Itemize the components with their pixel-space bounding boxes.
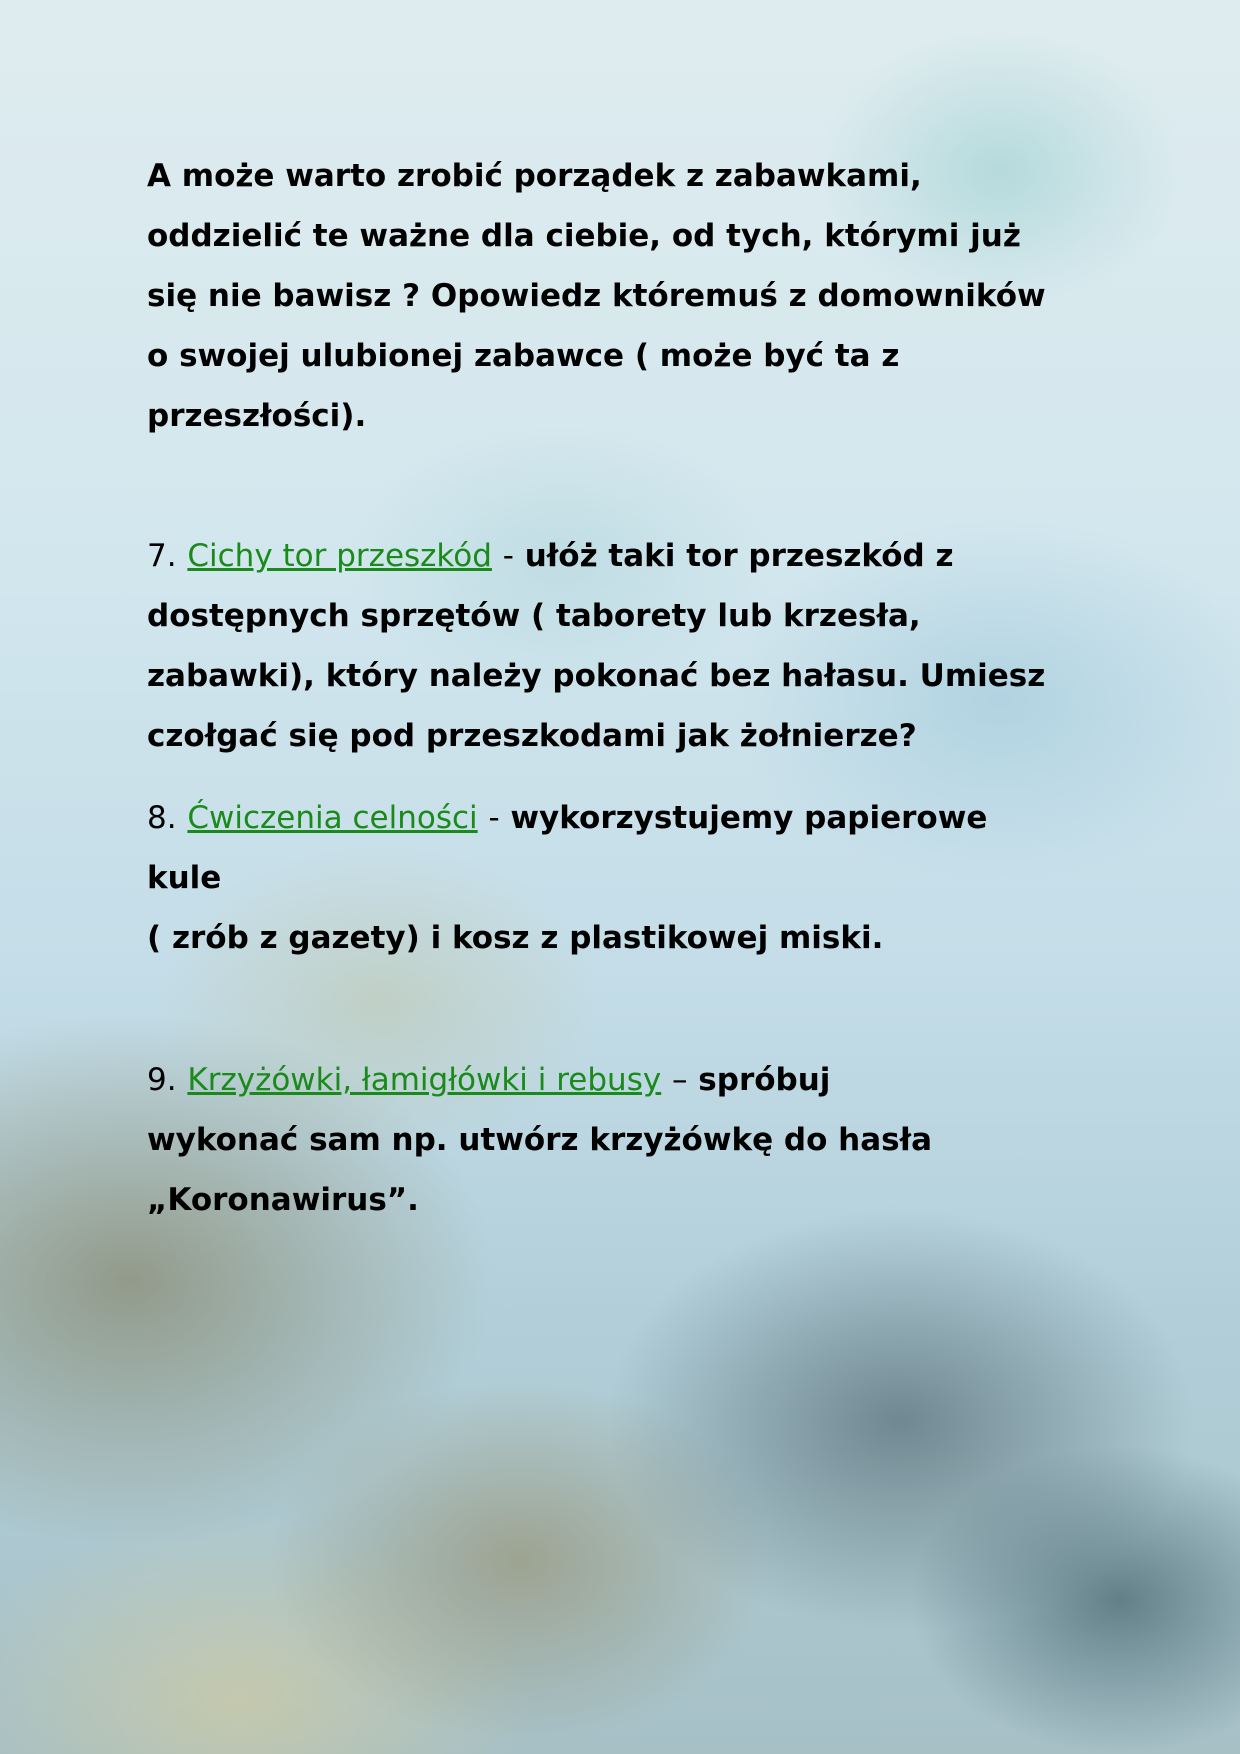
- item-8-title-link[interactable]: Ćwiczenia celności: [187, 800, 478, 836]
- item-7: [147, 526, 1107, 766]
- intro-line: A może warto zrobić porządek z zabawkami,: [147, 158, 922, 194]
- item-7-first-line: ułóż taki tor przeszkód z: [524, 538, 954, 574]
- item-8-heading-line: [147, 788, 1107, 848]
- item-8-first-line: wykorzystujemy papierowe: [510, 800, 988, 836]
- intro-line: się nie bawisz ? Opowiedz któremuś z domowników: [147, 278, 1046, 314]
- item-9-line: „Koronawirus”.: [147, 1182, 419, 1218]
- intro-paragraph: [147, 146, 1107, 446]
- item-number: 7.: [147, 538, 177, 574]
- item-9-heading-line: [147, 1050, 1107, 1110]
- intro-line: o swojej ulubionej zabawce ( może być ta z: [147, 338, 900, 374]
- item-7-line: dostępnych sprzętów ( taborety lub krzesła,: [147, 598, 921, 634]
- item-8: [147, 788, 1107, 968]
- item-7-title-link[interactable]: Cichy tor przeszkód: [187, 538, 492, 574]
- item-separator: –: [672, 1062, 688, 1098]
- item-9-first-line: spróbuj: [698, 1062, 831, 1098]
- item-number: 9.: [147, 1062, 177, 1098]
- item-separator: -: [502, 538, 514, 574]
- item-separator: -: [488, 800, 500, 836]
- item-8-line: kule: [147, 860, 222, 896]
- item-9-line: wykonać sam np. utwórz krzyżówkę do hasła: [147, 1122, 933, 1158]
- item-9-title-link[interactable]: Krzyżówki, łamigłówki i rebusy: [187, 1062, 662, 1098]
- item-7-line: czołgać się pod przeszkodami jak żołnierze?: [147, 718, 917, 754]
- item-7-line: zabawki), który należy pokonać bez hałasu. Umiesz: [147, 658, 1046, 694]
- intro-line: oddzielić te ważne dla ciebie, od tych, którymi już: [147, 218, 1021, 254]
- item-7-heading-line: [147, 526, 1107, 586]
- item-9: [147, 1050, 1107, 1230]
- item-number: 8.: [147, 800, 177, 836]
- intro-line: przeszłości).: [147, 398, 367, 434]
- item-8-line: ( zrób z gazety) i kosz z plastikowej miski.: [147, 920, 884, 956]
